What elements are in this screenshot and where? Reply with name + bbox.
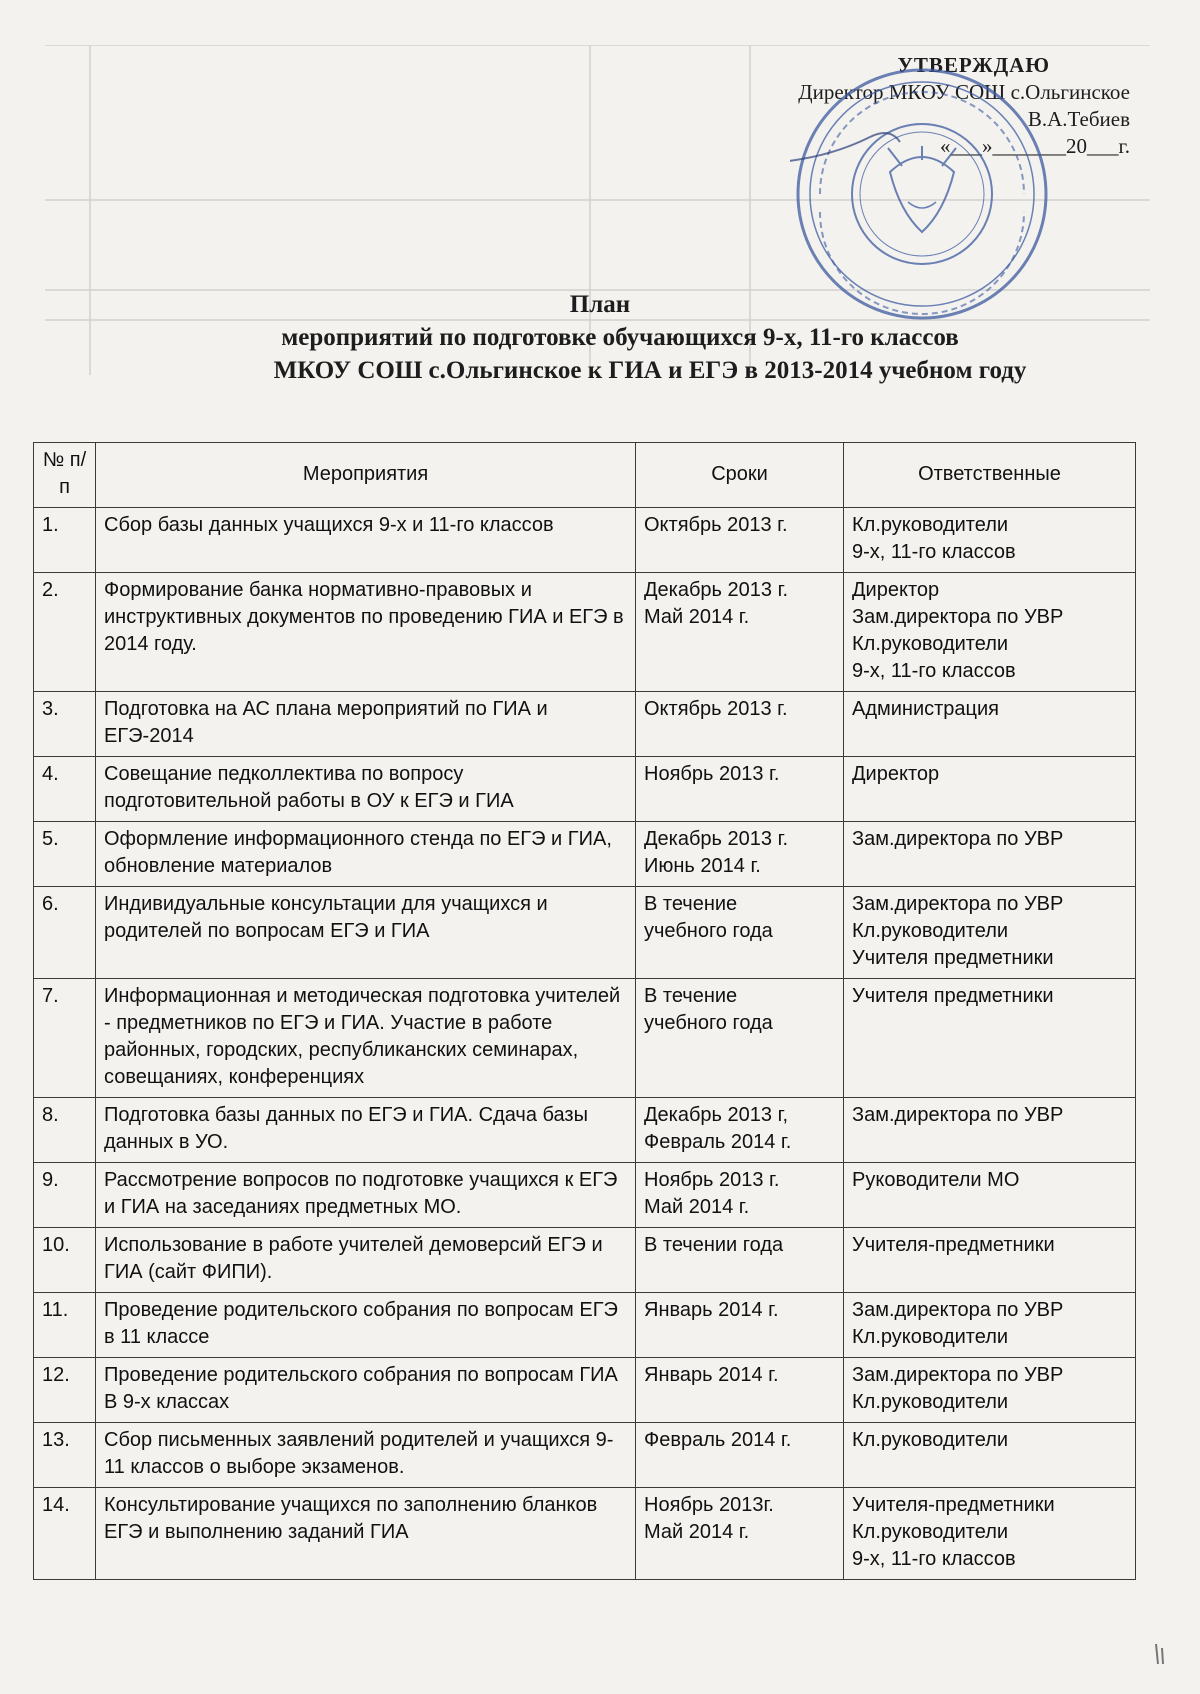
- table-row: [34, 508, 1136, 573]
- row-responsible: Учителя предметники: [844, 979, 1136, 1098]
- row-term: Октябрь 2013 г.: [636, 692, 844, 757]
- row-term: Декабрь 2013 г. Июнь 2014 г.: [636, 822, 844, 887]
- row-responsible: Директор: [844, 757, 1136, 822]
- row-responsible: Зам.директора по УВР Кл.руководители: [844, 1293, 1136, 1358]
- row-term: Октябрь 2013 г.: [636, 508, 844, 573]
- row-term: Ноябрь 2013г. Май 2014 г.: [636, 1488, 844, 1580]
- row-responsible: Администрация: [844, 692, 1136, 757]
- table-row: [34, 1228, 1136, 1293]
- table-row: [34, 979, 1136, 1098]
- table-row: [34, 1488, 1136, 1580]
- title-line-2: мероприятий по подготовке обучающихся 9-х, 11-го классов: [281, 324, 959, 351]
- row-term: Ноябрь 2013 г. Май 2014 г.: [636, 1163, 844, 1228]
- table-row: [34, 1293, 1136, 1358]
- row-number: 3.: [34, 692, 96, 757]
- row-term: В течении года: [636, 1228, 844, 1293]
- table-row: [34, 887, 1136, 979]
- header-number: № п/п: [34, 443, 96, 508]
- document-title: [0, 288, 1200, 387]
- row-event: Оформление информационного стенда по ЕГЭ и ГИА, обновление материалов: [96, 822, 636, 887]
- header-term: Сроки: [636, 443, 844, 508]
- row-responsible: Руководители МО: [844, 1163, 1136, 1228]
- approval-name-line: В.А.Тебиев: [1027, 107, 1130, 131]
- row-number: 1.: [34, 508, 96, 573]
- row-responsible: Учителя-предметники Кл.руководители 9-х, 11-го классов: [844, 1488, 1136, 1580]
- table-body: [34, 508, 1136, 1580]
- row-term: Январь 2014 г.: [636, 1293, 844, 1358]
- row-term: В течение учебного года: [636, 887, 844, 979]
- row-event: Сбор письменных заявлений родителей и учащихся 9-11 классов о выборе экзаменов.: [96, 1423, 636, 1488]
- row-event: Использование в работе учителей демоверсий ЕГЭ и ГИА (сайт ФИПИ).: [96, 1228, 636, 1293]
- table-row: [34, 573, 1136, 692]
- approval-date-line: «___»_______20___г.: [940, 134, 1130, 158]
- row-number: 11.: [34, 1293, 96, 1358]
- row-responsible: Зам.директора по УВР Кл.руководители Учителя предметники: [844, 887, 1136, 979]
- row-term: Декабрь 2013 г, Февраль 2014 г.: [636, 1098, 844, 1163]
- plan-table: [33, 442, 1136, 1580]
- row-number: 5.: [34, 822, 96, 887]
- row-event: Информационная и методическая подготовка учителей - предметников по ЕГЭ и ГИА. Участие в работе районных, городских, республиканских семинарах, совещаниях, конференциях: [96, 979, 636, 1098]
- row-responsible: Директор Зам.директора по УВР Кл.руководители 9-х, 11-го классов: [844, 573, 1136, 692]
- row-event: Подготовка на АС плана мероприятий по ГИА и ЕГЭ-2014: [96, 692, 636, 757]
- row-responsible: Учителя-предметники: [844, 1228, 1136, 1293]
- table-row: [34, 692, 1136, 757]
- row-event: Подготовка базы данных по ЕГЭ и ГИА. Сдача базы данных в УО.: [96, 1098, 636, 1163]
- title-line-1: План: [569, 291, 631, 318]
- row-responsible: Зам.директора по УВР: [844, 822, 1136, 887]
- table-header-row: [34, 443, 1136, 508]
- row-term: В течение учебного года: [636, 979, 844, 1098]
- row-event: Сбор базы данных учащихся 9-х и 11-го классов: [96, 508, 636, 573]
- row-number: 10.: [34, 1228, 96, 1293]
- row-responsible: Зам.директора по УВР Кл.руководители: [844, 1358, 1136, 1423]
- row-event: Формирование банка нормативно-правовых и инструктивных документов по проведению ГИА и ЕГЭ в 2014 году.: [96, 573, 636, 692]
- approval-director-line: Директор МКОУ СОШ с.Ольгинское: [798, 80, 1130, 104]
- header-event: Мероприятия: [96, 443, 636, 508]
- table-row: [34, 1163, 1136, 1228]
- title-line-3: МКОУ СОШ с.Ольгинское к ГИА и ЕГЭ в 2013-2014 учебном году: [273, 357, 1027, 384]
- row-term: Февраль 2014 г.: [636, 1423, 844, 1488]
- row-number: 13.: [34, 1423, 96, 1488]
- row-responsible: Зам.директора по УВР: [844, 1098, 1136, 1163]
- row-event: Проведение родительского собрания по вопросам ЕГЭ в 11 классе: [96, 1293, 636, 1358]
- row-number: 6.: [34, 887, 96, 979]
- row-number: 7.: [34, 979, 96, 1098]
- scan-artifact-mark: [1150, 1640, 1170, 1670]
- row-term: Декабрь 2013 г. Май 2014 г.: [636, 573, 844, 692]
- row-event: Индивидуальные консультации для учащихся и родителей по вопросам ЕГЭ и ГИА: [96, 887, 636, 979]
- approval-heading: УТВЕРЖДАЮ: [897, 53, 1050, 77]
- row-number: 2.: [34, 573, 96, 692]
- table-row: [34, 1098, 1136, 1163]
- row-term: Ноябрь 2013 г.: [636, 757, 844, 822]
- row-number: 8.: [34, 1098, 96, 1163]
- row-event: Рассмотрение вопросов по подготовке учащихся к ЕГЭ и ГИА на заседаниях предметных МО.: [96, 1163, 636, 1228]
- header-responsible: Ответственные: [844, 443, 1136, 508]
- row-number: 9.: [34, 1163, 96, 1228]
- table-row: [34, 1358, 1136, 1423]
- row-responsible: Кл.руководители 9-х, 11-го классов: [844, 508, 1136, 573]
- row-responsible: Кл.руководители: [844, 1423, 1136, 1488]
- row-event: Консультирование учащихся по заполнению бланков ЕГЭ и выполнению заданий ГИА: [96, 1488, 636, 1580]
- table-row: [34, 822, 1136, 887]
- row-number: 4.: [34, 757, 96, 822]
- row-number: 14.: [34, 1488, 96, 1580]
- table-row: [34, 757, 1136, 822]
- row-number: 12.: [34, 1358, 96, 1423]
- row-event: Проведение родительского собрания по вопросам ГИА В 9-х классах: [96, 1358, 636, 1423]
- row-event: Совещание педколлектива по вопросу подготовительной работы в ОУ к ЕГЭ и ГИА: [96, 757, 636, 822]
- row-term: Январь 2014 г.: [636, 1358, 844, 1423]
- table-row: [34, 1423, 1136, 1488]
